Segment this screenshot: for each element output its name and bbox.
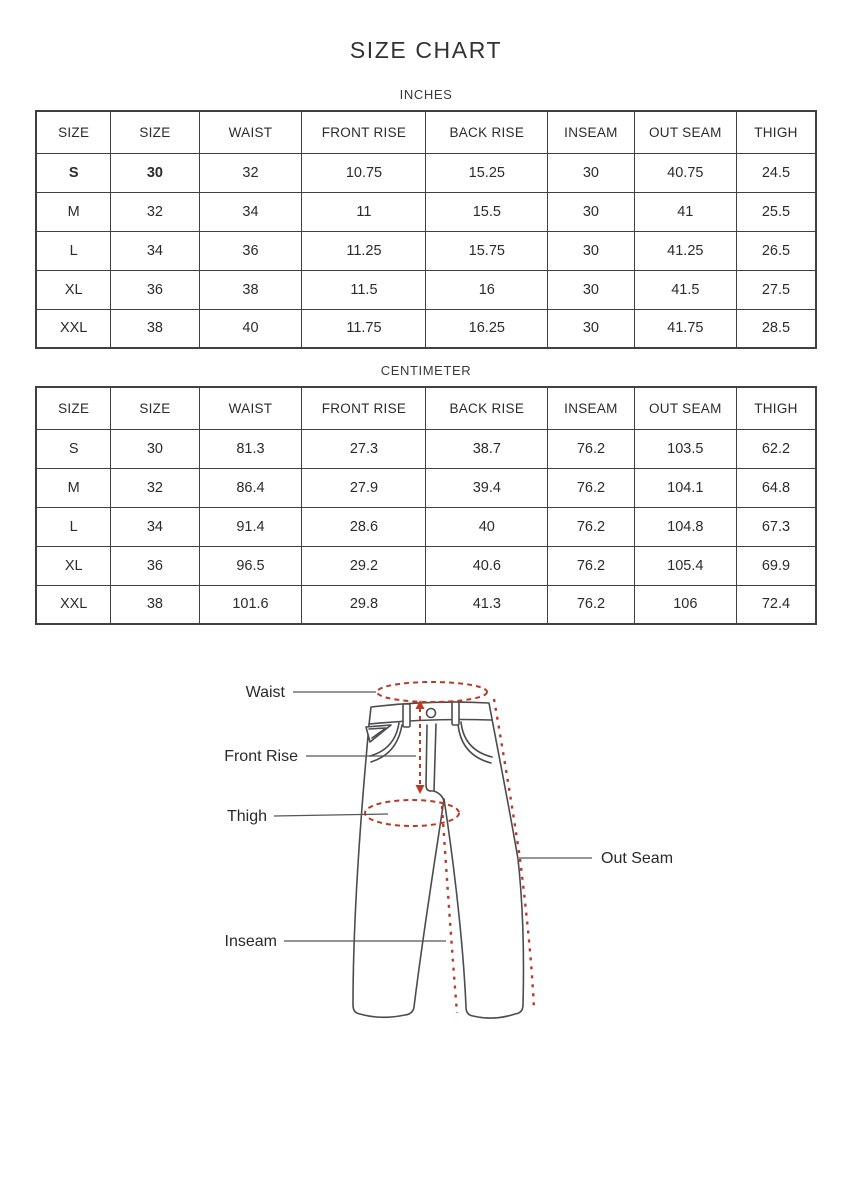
table-cell: 29.2: [302, 546, 426, 585]
thigh-label: Thigh: [226, 808, 267, 825]
pants-measurement-diagram: [0, 641, 852, 1200]
table-cell: 69.9: [736, 546, 816, 585]
table-cell: 72.4: [736, 585, 816, 624]
table-cell: 76.2: [548, 585, 635, 624]
waist-label: Waist: [245, 684, 285, 701]
table-cell: 38: [111, 585, 199, 624]
header-cell: SIZE: [36, 111, 111, 153]
table-cell: 34: [111, 507, 199, 546]
table-cell: XL: [36, 270, 111, 309]
table-row: [36, 546, 816, 585]
table-cell: 10.75: [302, 153, 426, 192]
table-cell: 91.4: [199, 507, 302, 546]
table-cell: 40.6: [426, 546, 548, 585]
out-seam-label: Out Seam: [601, 850, 674, 867]
table-cell: 28.6: [302, 507, 426, 546]
table-cell: 40: [426, 507, 548, 546]
table-cell: 41.25: [634, 231, 736, 270]
table-cell: 27.5: [736, 270, 816, 309]
table-cell: 62.2: [736, 429, 816, 468]
table-cell: 16: [426, 270, 548, 309]
belt-loop-right: [452, 702, 459, 725]
header-cell: WAIST: [199, 387, 302, 429]
table-cell: 32: [111, 192, 199, 231]
header-cell: THIGH: [736, 387, 816, 429]
table-row: [36, 153, 816, 192]
table-cell: 41: [634, 192, 736, 231]
table-cell: 103.5: [634, 429, 736, 468]
header-cell: FRONT RISE: [302, 387, 426, 429]
inseam-label: Inseam: [224, 933, 277, 950]
table-cell: 34: [111, 231, 199, 270]
table-cell: 26.5: [736, 231, 816, 270]
table-cell: M: [36, 468, 111, 507]
table-cell: 105.4: [634, 546, 736, 585]
page-title: SIZE CHART: [349, 37, 503, 63]
table-cell: 32: [199, 153, 302, 192]
table-cell: L: [36, 231, 111, 270]
table-row: [36, 309, 816, 348]
table-cell: 39.4: [426, 468, 548, 507]
centimeter-table-label: CENTIMETER: [380, 363, 472, 378]
header-row: [36, 387, 816, 429]
table-cell: 106: [634, 585, 736, 624]
waist-annotation-ellipse: [377, 682, 487, 702]
table-cell: 25.5: [736, 192, 816, 231]
header-row: [36, 111, 816, 153]
table-cell: 76.2: [548, 429, 635, 468]
table-cell: 76.2: [548, 507, 635, 546]
table-cell: S: [36, 429, 111, 468]
centimeter-size-table: [35, 386, 817, 625]
table-cell: 30: [111, 429, 199, 468]
header-cell: INSEAM: [548, 387, 635, 429]
pants-outline: [353, 702, 523, 1018]
table-cell: 30: [548, 192, 635, 231]
table-cell: 34: [199, 192, 302, 231]
table-cell: 76.2: [548, 546, 635, 585]
table-row: [36, 507, 816, 546]
table-row: [36, 192, 816, 231]
table-cell: 30: [548, 153, 635, 192]
table-cell: 36: [111, 270, 199, 309]
table-cell: 16.25: [426, 309, 548, 348]
table-cell: 64.8: [736, 468, 816, 507]
waist-button: [427, 709, 436, 718]
table-cell: 11.75: [302, 309, 426, 348]
table-cell: 96.5: [199, 546, 302, 585]
table-cell: 40.75: [634, 153, 736, 192]
table-cell: 27.9: [302, 468, 426, 507]
table-cell: 38: [199, 270, 302, 309]
header-cell: BACK RISE: [426, 111, 548, 153]
table-cell: XL: [36, 546, 111, 585]
table-cell: L: [36, 507, 111, 546]
table-cell: 104.1: [634, 468, 736, 507]
table-row: [36, 585, 816, 624]
table-cell: 36: [199, 231, 302, 270]
header-cell: SIZE: [36, 387, 111, 429]
table-row: [36, 231, 816, 270]
table-row: [36, 429, 816, 468]
table-cell: XXL: [36, 309, 111, 348]
table-cell: 28.5: [736, 309, 816, 348]
table-cell: XXL: [36, 585, 111, 624]
table-cell: 11.5: [302, 270, 426, 309]
header-cell: SIZE: [111, 111, 199, 153]
pants-diagram-svg: [0, 641, 852, 1200]
header-cell: OUT SEAM: [634, 111, 736, 153]
table-cell: 41.75: [634, 309, 736, 348]
table-cell: 41.3: [426, 585, 548, 624]
table-cell: 67.3: [736, 507, 816, 546]
table-cell: 15.25: [426, 153, 548, 192]
table-cell: S: [36, 153, 111, 192]
table-cell: 81.3: [199, 429, 302, 468]
table-cell: 11: [302, 192, 426, 231]
table-cell: 15.5: [426, 192, 548, 231]
table-cell: 40: [199, 309, 302, 348]
front-rise-label: Front Rise: [224, 748, 298, 765]
table-cell: 38: [111, 309, 199, 348]
table-cell: 41.5: [634, 270, 736, 309]
header-cell: FRONT RISE: [302, 111, 426, 153]
header-cell: THIGH: [736, 111, 816, 153]
header-cell: OUT SEAM: [634, 387, 736, 429]
table-cell: 30: [548, 231, 635, 270]
table-cell: 30: [548, 309, 635, 348]
header-cell: WAIST: [199, 111, 302, 153]
table-cell: 30: [111, 153, 199, 192]
header-cell: BACK RISE: [426, 387, 548, 429]
table-cell: 15.75: [426, 231, 548, 270]
table-cell: 29.8: [302, 585, 426, 624]
fly-placket: [426, 724, 436, 791]
table-cell: 104.8: [634, 507, 736, 546]
table-row: [36, 270, 816, 309]
table-cell: 32: [111, 468, 199, 507]
header-cell: INSEAM: [548, 111, 635, 153]
table-cell: 24.5: [736, 153, 816, 192]
table-cell: 38.7: [426, 429, 548, 468]
table-cell: 30: [548, 270, 635, 309]
table-row: [36, 468, 816, 507]
belt-loop-left: [403, 704, 410, 727]
table-cell: 11.25: [302, 231, 426, 270]
table-cell: 76.2: [548, 468, 635, 507]
table-cell: 101.6: [199, 585, 302, 624]
table-cell: 36: [111, 546, 199, 585]
table-cell: M: [36, 192, 111, 231]
table-cell: 86.4: [199, 468, 302, 507]
header-cell: SIZE: [111, 387, 199, 429]
table-cell: 27.3: [302, 429, 426, 468]
inches-size-table: [35, 110, 817, 349]
inches-table-label: INCHES: [399, 87, 453, 102]
